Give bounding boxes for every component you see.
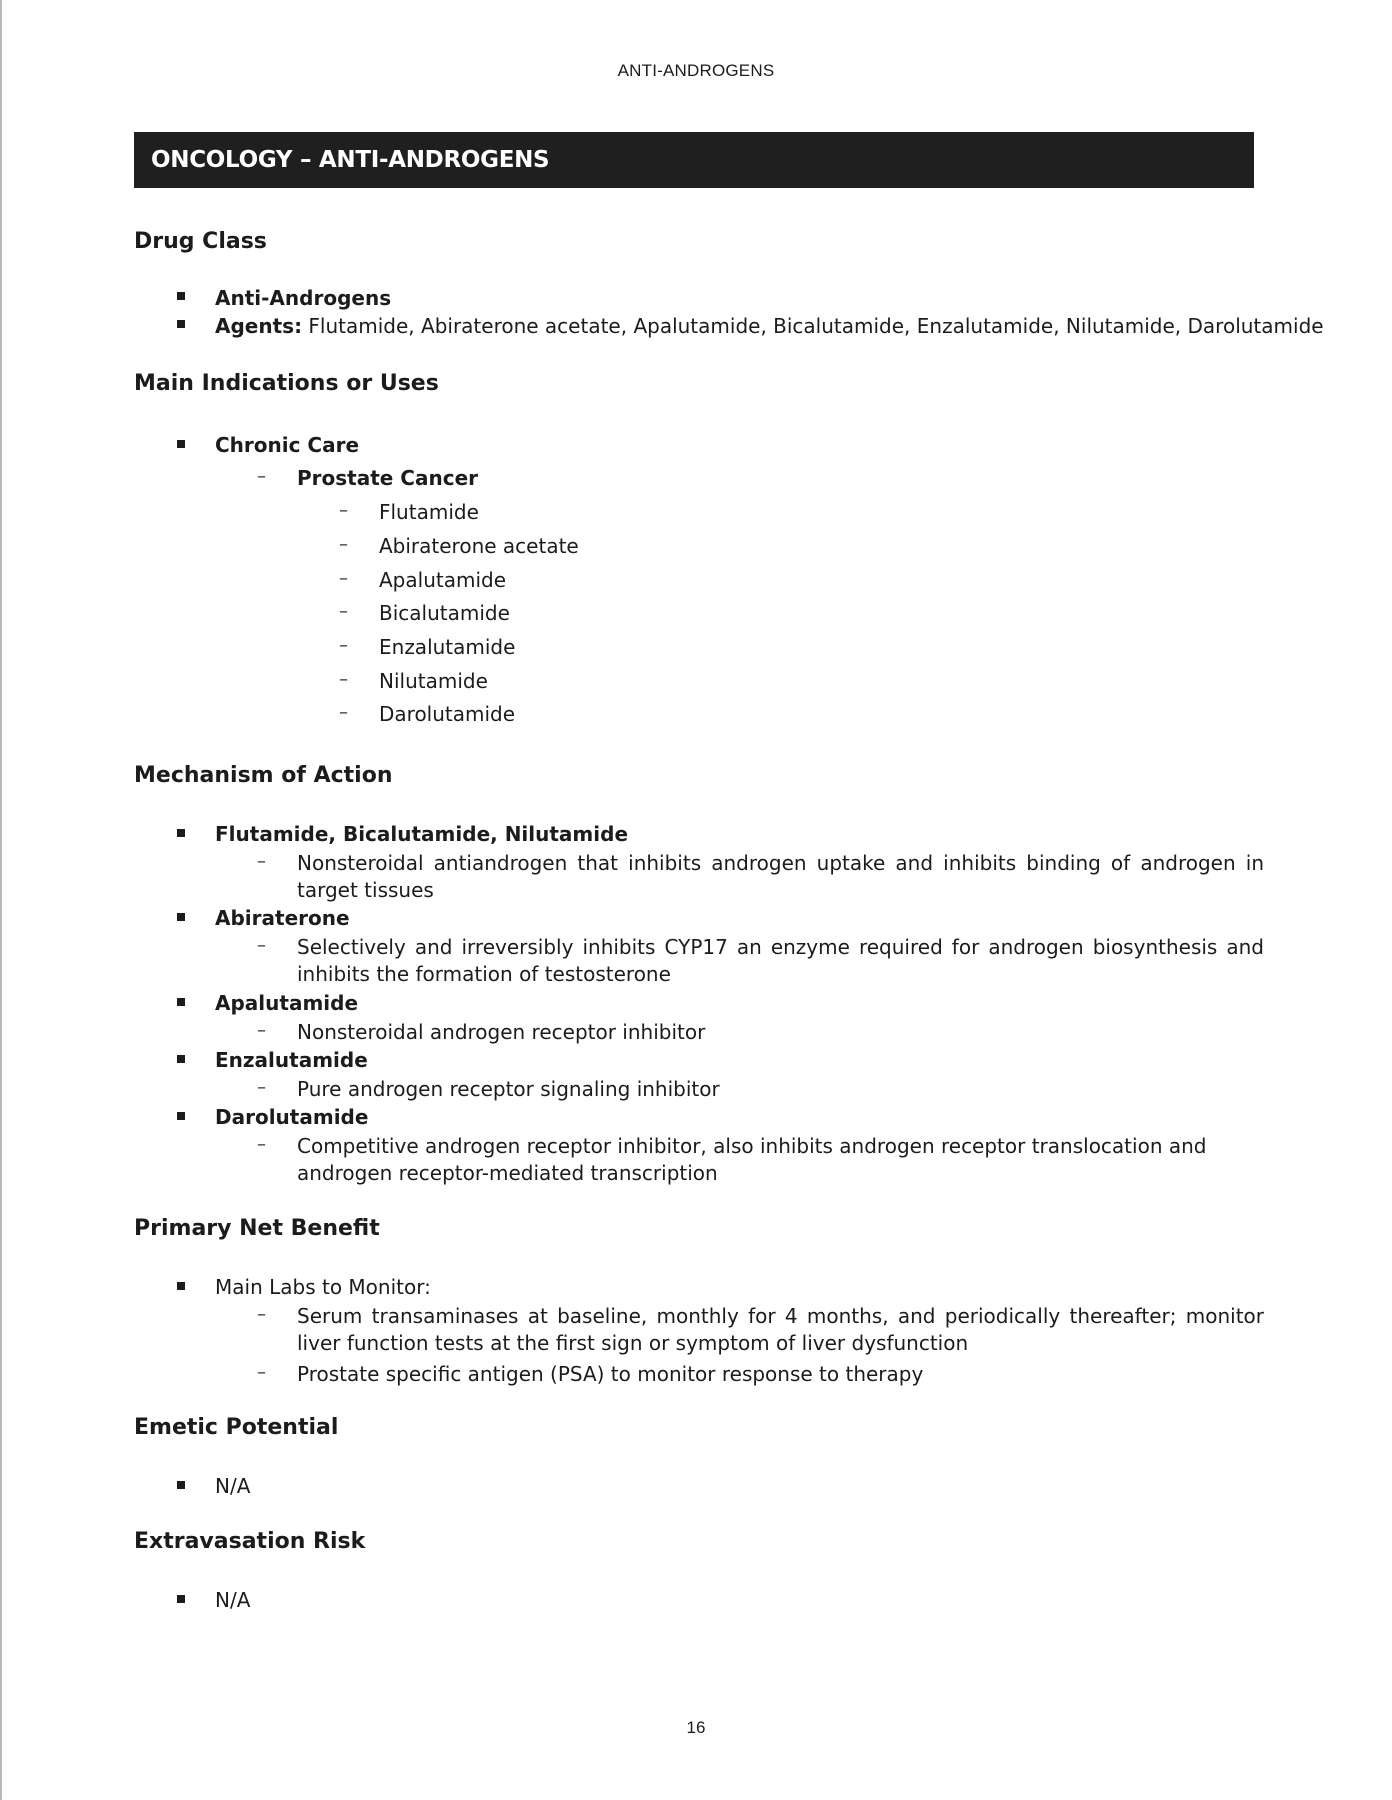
heading-drug-class: Drug Class [134, 229, 267, 254]
mechanism-agent: Abiraterone [215, 906, 350, 930]
drug-class-agents: Agents: Flutamide, Abiraterone acetate, Apalutamide, Bicalutamide, Enzalutamide, Nilutamide, Darolutamide [215, 314, 1324, 338]
dash-icon: – [339, 601, 348, 622]
bullet-icon [177, 913, 185, 921]
extravasation-value: N/A [215, 1588, 251, 1612]
indication-drug: Enzalutamide [379, 635, 516, 659]
heading-emetic: Emetic Potential [134, 1415, 339, 1440]
bullet-icon [177, 1282, 185, 1290]
section-banner [134, 132, 1254, 188]
mechanism-agent: Enzalutamide [215, 1048, 368, 1072]
bullet-icon [177, 829, 185, 837]
labs-label: Main Labs to Monitor: [215, 1275, 431, 1299]
running-header: ANTI-ANDROGENS [617, 61, 775, 80]
mechanism-detail: Selectively and irreversibly inhibits CYP17 an enzyme required for androgen biosynthesis and inhibits the formation of testosterone [297, 935, 1264, 986]
dash-icon: – [257, 1134, 266, 1155]
dash-icon: – [257, 1362, 266, 1383]
drug-class-name: Anti-Androgens [215, 286, 392, 310]
dash-icon: – [257, 1020, 266, 1041]
dash-icon: – [257, 466, 266, 487]
indication-drug: Flutamide [379, 500, 479, 524]
indication-subcategory: Prostate Cancer [297, 466, 479, 490]
indication-drug: Darolutamide [379, 702, 516, 726]
bullet-icon [177, 1595, 185, 1603]
bullet-icon [177, 320, 185, 328]
bullet-icon [177, 1481, 185, 1489]
dash-icon: – [339, 534, 348, 555]
dash-icon: – [257, 851, 266, 872]
bullet-icon [177, 1055, 185, 1063]
indication-drug: Abiraterone acetate [379, 534, 579, 558]
heading-mechanism: Mechanism of Action [134, 763, 393, 788]
lab-item: Prostate specific antigen (PSA) to monitor response to therapy [297, 1362, 924, 1386]
banner-title: ONCOLOGY – ANTI-ANDROGENS [151, 147, 550, 173]
indication-drug: Apalutamide [379, 568, 507, 592]
bullet-icon [177, 1112, 185, 1120]
indication-drug: Nilutamide [379, 669, 488, 693]
bullet-icon [177, 440, 185, 448]
mechanism-agent: Apalutamide [215, 991, 359, 1015]
mechanism-detail: Competitive androgen receptor inhibitor, also inhibits androgen receptor translocation and androgen receptor-mediated transcription [297, 1134, 1207, 1185]
lab-item: Serum transaminases at baseline, monthly for 4 months, and periodically thereafter; monitor liver function tests at the first sign or symptom of liver dysfunction [297, 1304, 1264, 1355]
page-edge [0, 0, 2, 1800]
mechanism-detail: Nonsteroidal antiandrogen that inhibits androgen uptake and inhibits binding of androgen in target tissues [297, 851, 1264, 902]
heading-indications: Main Indications or Uses [134, 371, 439, 396]
dash-icon: – [339, 702, 348, 723]
dash-icon: – [257, 1077, 266, 1098]
dash-icon: – [339, 635, 348, 656]
dash-icon: – [257, 1304, 266, 1325]
heading-net-benefit: Primary Net Benefit [134, 1216, 380, 1241]
dash-icon: – [339, 500, 348, 521]
mechanism-detail: Nonsteroidal androgen receptor inhibitor [297, 1020, 706, 1044]
dash-icon: – [339, 669, 348, 690]
bullet-icon [177, 292, 185, 300]
heading-extravasation: Extravasation Risk [134, 1529, 366, 1554]
indication-category: Chronic Care [215, 433, 360, 457]
page-number: 16 [686, 1718, 706, 1737]
bullet-icon [177, 998, 185, 1006]
dash-icon: – [339, 568, 348, 589]
indication-drug: Bicalutamide [379, 601, 510, 625]
mechanism-agent: Darolutamide [215, 1105, 369, 1129]
dash-icon: – [257, 935, 266, 956]
emetic-value: N/A [215, 1474, 251, 1498]
mechanism-agent: Flutamide, Bicalutamide, Nilutamide [215, 822, 629, 846]
mechanism-detail: Pure androgen receptor signaling inhibitor [297, 1077, 720, 1101]
